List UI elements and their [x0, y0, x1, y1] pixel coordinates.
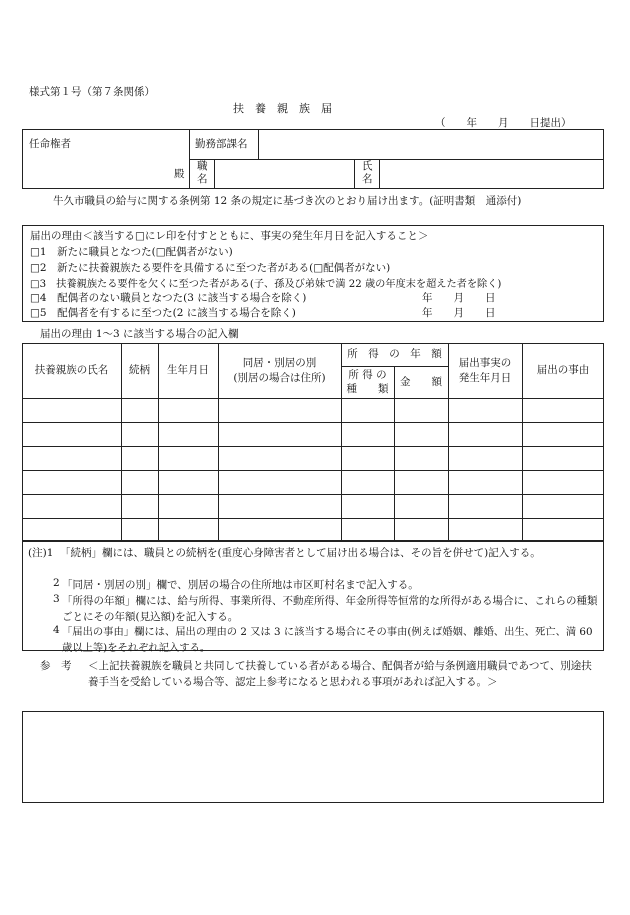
note-text: 「同居・別居の別」欄で、別居の場合の住所地は市区町村名まで記入する。 — [62, 579, 419, 591]
name-label: 氏 名 — [362, 160, 373, 185]
entry-section-heading: 届出の理由 1～3 に該当する場合の記入欄 — [40, 328, 239, 340]
note-text: 「届出の事由」欄には、届出の理由の 2 又は 3 に該当する場合にその事由(例えば婚姻、離婚、出生、死亡、満 60 歳以上等)をそれぞれ記入する。 — [62, 626, 593, 654]
page-title: 扶 養 親 族 届 — [233, 102, 332, 115]
name-field[interactable] — [383, 161, 601, 187]
reason-item[interactable]: □3 扶養親族たる要件を欠くに至つた者がある(子、孫及び弟妹で満 22 歳の年度末を超えた者を除く) — [30, 279, 502, 290]
table-row[interactable] — [23, 495, 603, 517]
col-header-reason: 届出の事由 — [536, 364, 590, 377]
note-label: (注)1 — [28, 547, 54, 559]
form-number: 様式第１号（第７条関係） — [29, 86, 155, 98]
department-field[interactable] — [264, 131, 600, 157]
reference-label: 参 考 — [40, 660, 72, 672]
col-header-fact-date: 届出事実の 発生年月日 — [458, 357, 512, 384]
reasons-heading: 届出の理由＜該当する□にレ印を付すとともに、事実の発生年月日を記入すること＞ — [30, 230, 429, 242]
note-text: 「続柄」欄には、職員との続柄を(重度心身障害者として届け出る場合は、その旨を併せて)記入する。 — [60, 547, 541, 559]
table-row[interactable] — [23, 423, 603, 445]
honorific-text: 殿 — [174, 168, 185, 180]
col-header-residence: 同居・別居の別 (別居の場合は住所) — [233, 357, 326, 384]
note-label: 2 — [53, 577, 60, 589]
col-header-relation: 続柄 — [129, 364, 150, 377]
reference-text: ＜上記扶養親族を職員と共同して扶養している者がある場合、配偶者が給与条例適用職員であつて、別途扶養手当を受給している場合等、認定上参考になると思われる事項があれば記入する。＞ — [88, 660, 592, 688]
col-header-amount: 金 額 — [400, 375, 442, 388]
table-row[interactable] — [23, 471, 603, 493]
reason-item[interactable]: □1 新たに職員となつた(□配偶者がない) — [30, 246, 233, 258]
intro-text: 牛久市職員の給与に関する条例第 12 条の規定に基づき次のとおり届け出ます。(証明書類 通添付) — [53, 195, 522, 207]
position-label: 職 名 — [197, 160, 208, 185]
col-header-income-type: 所 得 の 種 類 — [346, 368, 389, 395]
table-row[interactable] — [23, 447, 603, 469]
reason-item[interactable]: □2 新たに扶養親族たる要件を具備するに至つた者がある(□配偶者がない) — [30, 262, 391, 274]
position-field[interactable] — [218, 161, 352, 187]
department-label: 勤務部課名 — [195, 138, 248, 150]
table-row[interactable] — [23, 399, 603, 421]
reason-item[interactable]: □5 配偶者を有するに至つた(2 に該当する場合を除く) 年 月 日 — [30, 307, 496, 319]
col-header-income: 所 得 の 年 額 — [347, 348, 442, 361]
col-header-name: 扶養親族の氏名 — [34, 364, 109, 377]
note-label: 3 — [53, 593, 60, 605]
reference-input-box[interactable] — [22, 711, 604, 803]
note-label: 4 — [53, 624, 60, 636]
appointer-label: 任命権者 — [29, 138, 71, 150]
reason-item[interactable]: □4 配偶者のない職員となつた(3 に該当する場合を除く) 年 月 日 — [30, 292, 496, 304]
col-header-birthdate: 生年月日 — [167, 364, 209, 377]
note-text: 「所得の年額」欄には、給与所得、事業所得、不動産所得、年金所得等恒常的な所得がある場合に、これらの種類ごとにその年額(見込額)を記入する。 — [62, 595, 598, 623]
submission-date-line: （ 年 月 日提出） — [435, 117, 572, 129]
table-row[interactable] — [23, 519, 603, 540]
